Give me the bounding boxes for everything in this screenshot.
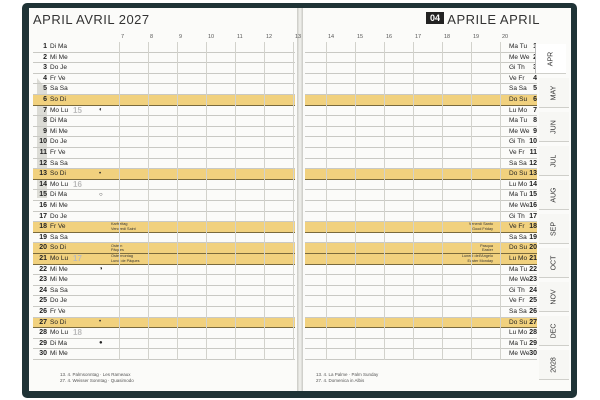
day-row[interactable] [305,180,537,191]
weekday-label: Lu Mo [509,106,528,114]
day-row[interactable] [33,169,295,180]
weekday-label: Lu Mo [509,329,528,337]
hour-gridline [413,42,414,360]
holiday-line: Lundi de Pâques [111,258,140,263]
weekday-label: Sa Sa [509,85,527,93]
month-tab-label: DEC [550,323,558,338]
hour-gridline [148,42,149,360]
month-tab-apr[interactable] [535,44,566,74]
footer-note: 27. 4. Domenica in Albis [316,377,365,383]
weekday-label: Ma Tu [509,191,528,199]
day-number: 29 [39,339,47,347]
day-number: 15 [39,191,47,199]
weekday-label: Mo Lu [50,180,69,188]
month-tabs [537,44,571,391]
day-number: 20 [39,244,47,252]
day-number: 28 [529,329,537,337]
month-tab-aug[interactable] [539,180,569,210]
month-tab-jul[interactable] [539,146,569,176]
day-number: 6 [43,96,47,103]
week-number: 18 [73,328,82,338]
weekday-label: So Di [50,318,66,326]
holiday-line: Karfreitag [111,222,128,227]
day-row[interactable] [305,74,537,85]
hour-label: 12 [266,34,273,40]
day-row[interactable] [305,349,537,360]
moon-phase-icon: ○ [99,191,103,198]
day-number: 16 [529,202,537,209]
day-row[interactable] [305,201,537,212]
hour-label: 9 [179,34,183,40]
hour-gridline [355,42,356,360]
holiday-line: Easter Monday [467,258,493,263]
month-tab-nov[interactable] [539,282,569,312]
weekday-label: Me We [509,53,530,61]
day-number: 30 [529,350,537,358]
day-number: 16 [39,202,47,209]
day-row[interactable] [305,318,537,329]
month-tab-label: AUG [550,186,558,203]
day-row[interactable] [33,349,295,360]
day-number: 8 [533,117,537,125]
weekday-label: Do Je [50,138,67,146]
hour-gridline [326,42,327,360]
day-row[interactable] [33,201,295,212]
day-number: 21 [39,255,47,262]
day-number: 5 [43,85,47,93]
day-row[interactable] [305,169,537,180]
weekday-label: Fr Ve [50,308,66,315]
weekday-label: Mo Lu [50,255,69,262]
day-row[interactable] [33,307,295,318]
day-number: 25 [39,297,47,305]
day-number: 12 [39,159,47,167]
right-month-title: APRILE APRIL [447,12,540,27]
holiday-line: Ostermontag [111,254,133,259]
day-number: 21 [529,255,537,262]
week-number: 16 [73,179,82,189]
weekday-label: Mi Me [50,276,68,284]
day-number: 13 [529,170,537,178]
weekday-label: Me We [509,350,530,358]
hour-scale-right [301,34,571,42]
day-number: 18 [39,223,47,231]
day-row[interactable] [33,233,295,244]
footer-note: 13. 4. La Palme · Palm Sunday [316,372,379,377]
weekday-label: Ve Fr [509,297,525,305]
moon-phase-icon: ◑ [99,266,103,273]
day-number: 15 [529,191,537,199]
hour-label: 8 [150,34,154,40]
weekday-label: Di Ma [50,117,67,125]
day-number: 17 [529,212,537,220]
day-number: 7 [43,106,47,114]
day-row[interactable] [305,42,537,53]
day-row[interactable] [305,243,537,254]
day-number: 23 [529,276,537,284]
holiday-label [480,244,493,253]
day-row[interactable] [33,53,295,64]
day-row[interactable] [33,116,295,127]
hour-label: 19 [473,34,480,40]
weekday-label: Gi Th [509,212,525,220]
weekday-label: Do Su [509,96,528,103]
footer-notes-left [60,372,134,383]
day-number: 9 [533,127,537,135]
day-row[interactable] [305,95,537,106]
day-row[interactable] [33,275,295,286]
hour-gridline [500,42,501,360]
holiday-line: Good Friday [472,226,493,231]
moon-phase-icon: ◐ [99,107,103,114]
month-tab-label: SEP [550,221,558,236]
day-row[interactable] [305,190,537,201]
weekday-label: Sa Sa [50,233,68,241]
day-row[interactable] [33,127,295,138]
month-tab-label: MAY [550,85,558,100]
weekday-label: So Di [50,96,66,103]
weekday-label: Sa Sa [509,159,527,167]
day-number: 22 [529,265,537,273]
week-number: 17 [73,254,82,263]
month-tab-label: NOV [550,288,558,305]
weekday-label: Mi Me [50,350,68,358]
hour-label: 11 [237,34,243,40]
month-tab-sep[interactable] [539,214,569,244]
day-row[interactable] [305,127,537,138]
day-number: 4 [533,74,537,82]
hour-gridline [442,42,443,360]
hour-label: 18 [444,34,451,40]
weekday-label: Mi Me [50,127,68,135]
weekday-label: Do Je [50,297,67,305]
day-number: 24 [39,286,47,294]
month-tab-label: JUL [550,154,558,167]
left-month-title: APRIL AVRIL 2027 [33,12,150,27]
day-number: 17 [39,212,47,220]
day-number: 13 [39,170,47,178]
moon-phase-icon: ● [99,340,103,347]
weekday-label: Sa Sa [50,159,68,167]
weekday-label: Sa Sa [50,286,68,294]
weekday-label: Ve Fr [509,74,525,82]
day-number: 18 [529,223,537,231]
day-number: 1 [43,43,47,50]
footer-note: 27. 4. Weisser Sonntag · Quasimodo [60,377,134,383]
day-number: 2 [43,53,47,61]
hour-label: 17 [415,34,422,40]
day-row[interactable] [33,180,295,191]
holiday-label [111,254,140,263]
weekday-label: Gi Th [509,64,525,72]
day-row[interactable] [305,63,537,74]
weekday-label: Me We [509,127,530,135]
day-number: 29 [529,339,537,347]
day-row[interactable] [33,243,295,254]
weekday-label: Sa Sa [509,233,527,241]
holiday-label [469,222,493,231]
week-badge: 04 [426,12,444,24]
hour-label: 7 [121,34,125,40]
day-row[interactable] [305,84,537,95]
hour-scale-left [29,34,302,42]
weekday-label: Do Je [50,212,67,220]
day-row[interactable] [305,275,537,286]
weekday-label: Di Ma [50,339,67,347]
day-row[interactable] [305,148,537,159]
day-row[interactable] [305,307,537,318]
weekday-label: Me We [509,202,530,209]
day-number: 12 [529,159,537,167]
day-row[interactable] [305,339,537,350]
day-number: 19 [529,233,537,241]
month-tab-jun[interactable] [539,112,569,142]
weekday-label: Gi Th [509,286,525,294]
holiday-line: Ostern [111,243,123,248]
weekday-label: Fr Ve [50,149,66,156]
day-number: 25 [529,297,537,305]
hour-label: 16 [386,34,393,40]
hour-gridline [177,42,178,360]
day-row[interactable] [33,148,295,159]
weekday-label: Ma Tu [509,265,528,273]
weekday-label: Do Je [50,64,67,72]
weekday-label: Ma Tu [509,43,528,50]
weekday-label: Sa Sa [509,308,527,315]
day-number: 10 [529,138,537,146]
day-grid-left [29,42,299,360]
weekday-label: Mi Me [50,265,68,273]
weekday-label: Mi Me [50,53,68,61]
weekday-label: Lu Mo [509,255,528,262]
day-number: 4 [43,74,47,82]
day-row[interactable] [305,53,537,64]
day-row[interactable] [33,137,295,148]
day-row[interactable] [33,74,295,85]
day-row[interactable] [33,254,295,265]
day-row[interactable] [33,42,295,53]
hour-gridline [293,42,294,360]
holiday-label [462,254,493,263]
month-tab-2028[interactable] [539,350,569,380]
day-row[interactable] [33,159,295,170]
moon-phase-icon: • [99,170,102,177]
hour-gridline [471,42,472,360]
weekday-label: Ve Fr [509,149,525,156]
day-row[interactable] [33,106,295,117]
hour-gridline [206,42,207,360]
hour-label: 10 [208,34,215,40]
day-row[interactable] [305,137,537,148]
weekday-label: Fr Ve [50,74,66,82]
holiday-line: Lunedì dell'Angelo [461,254,493,259]
day-number: 5 [533,85,537,93]
day-row[interactable] [33,265,295,276]
weekday-label: Me We [509,276,530,284]
day-row[interactable] [33,318,295,329]
day-number: 23 [39,276,47,284]
weekday-label: Do Su [509,318,528,326]
holiday-label [111,222,136,231]
day-number: 9 [43,127,47,135]
hour-gridline [119,42,120,360]
day-number: 27 [39,318,47,326]
day-number: 14 [529,180,537,188]
weekday-label: Fr Ve [50,223,66,231]
holiday-line: Pasqua [480,243,493,248]
moon-phase-icon: • [99,319,102,326]
holiday-line: Vendredi Saint [111,226,136,231]
weekday-label: Di Ma [50,191,67,199]
month-tab-label: JUN [550,119,558,134]
weekday-label: Mo Lu [50,329,69,337]
day-row[interactable] [305,265,537,276]
day-number: 26 [39,308,47,315]
day-number: 20 [529,244,537,252]
day-row[interactable] [33,190,295,201]
weekday-label: So Di [50,170,66,178]
holiday-label [111,244,124,253]
day-row[interactable] [305,212,537,223]
day-row[interactable] [305,159,537,170]
weekday-label: Mo Lu [50,106,69,114]
weekday-label: Ve Fr [509,223,525,231]
day-row[interactable] [33,296,295,307]
weekday-label: Do Su [509,244,528,252]
day-number: 26 [529,308,537,315]
month-tab-dec[interactable] [539,316,569,346]
weekday-label: Do Su [509,170,528,178]
hour-gridline [264,42,265,360]
weekday-label: Gi Th [509,138,525,146]
month-tab-label: OCT [550,255,558,270]
day-row[interactable] [33,339,295,350]
day-number: 10 [39,138,47,146]
holiday-line: Easter [482,247,493,252]
day-number: 30 [39,350,47,358]
month-tab-label: APR [547,51,555,66]
day-row[interactable] [33,212,295,223]
day-row[interactable] [305,222,537,233]
day-row[interactable] [305,286,537,297]
day-row[interactable] [33,84,295,95]
weekday-label: Sa Sa [50,85,68,93]
weekday-label: Ma Tu [509,117,528,125]
day-number: 22 [39,265,47,273]
day-number: 24 [529,286,537,294]
weekday-label: Mi Me [50,202,68,209]
weekday-label: Ma Tu [509,339,528,347]
holiday-line: Venerdì Santo [468,222,493,227]
holiday-line: Pâques [111,247,124,252]
hour-label: 13 [295,34,302,40]
day-number: 3 [43,64,47,72]
day-number: 11 [39,149,47,156]
day-number: 8 [43,117,47,125]
weekday-label: Di Ma [50,43,67,50]
footer-note: 13. 4. Palmsonntag · Les Rameaux [60,372,131,377]
day-grid-right [301,42,537,360]
day-number: 28 [39,329,47,337]
day-number: 19 [39,233,47,241]
footer-notes-right [316,372,378,383]
day-row[interactable] [33,328,295,339]
day-row[interactable] [305,106,537,117]
weekday-label: Lu Mo [509,180,528,188]
day-number: 6 [533,96,537,103]
hour-label: 20 [502,34,509,40]
day-row[interactable] [305,328,537,339]
hour-gridline [235,42,236,360]
day-row[interactable] [305,233,537,244]
week-number: 15 [73,105,82,115]
weekday-label: So Di [50,244,66,252]
hour-label: 14 [328,34,335,40]
day-row[interactable] [33,95,295,106]
day-row[interactable] [305,296,537,307]
month-tab-oct[interactable] [539,248,569,278]
day-number: 11 [529,149,537,156]
month-tab-label: 2028 [550,356,558,373]
hour-label: 15 [357,34,364,40]
day-row[interactable] [33,63,295,74]
day-row[interactable] [305,116,537,127]
day-row[interactable] [33,222,295,233]
day-number: 14 [39,180,47,188]
hour-gridline [384,42,385,360]
day-row[interactable] [305,254,537,265]
day-row[interactable] [33,286,295,297]
day-number: 7 [533,106,537,114]
day-number: 27 [529,318,537,326]
month-tab-may[interactable] [539,78,569,108]
